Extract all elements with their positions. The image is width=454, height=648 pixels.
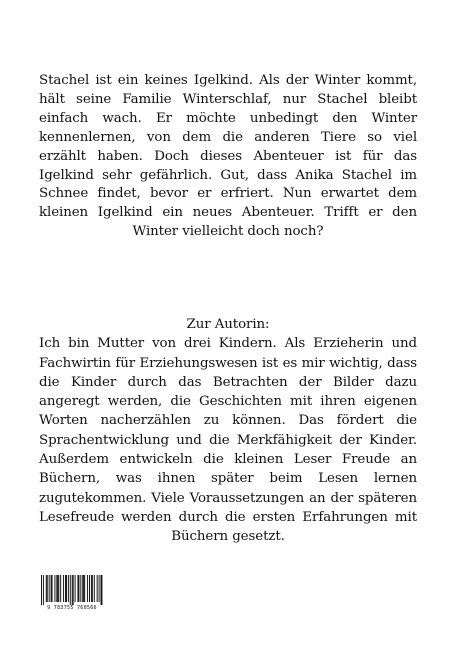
isbn-barcode: [40, 575, 104, 615]
author-heading: Zur Autorin:: [186, 317, 270, 332]
author-bio: Ich bin Mutter von drei Kindern. Als Erzieherin und Fachwirtin für Erziehungswesen ist es mir wichtig, dass die Kinder durch das Betrachten der Bilder dazu angeregt werden, die Geschichten mit ihren eigenen Worten nacherzählen zu können. Das fördert die Sprachentwicklung und die Merkfähigkeit der Kinder. Außerdem entwickeln die kleinen Leser Freude an Büchern, was ihnen später beim Lesen lernen zugutekommen. Viele Voraussetzungen an der späteren Lesefreude werden durch die ersten Erfahrungen mit Büchern gesetzt.: [39, 336, 417, 545]
barcode-digits: 9 783755 760566: [47, 605, 97, 611]
back-cover-blurb: Stachel ist ein keines Igelkind. Als der Winter kommt, hält seine Familie Winterschlaf, nur Stachel bleibt einfach wach. Er möchte unbedingt den Winter kennenlernen, von dem die anderen Tiere so viel erzählt haben. Doch dieses Abenteuer ist für das Igelkind sehr gefährlich. Gut, dass Anika Stachel im Schnee findet, bevor er erfriert. Nun erwartet dem kleinen Igelkind ein neues Abenteuer. Trifft er den Winter vielleicht doch noch?: [39, 73, 417, 240]
barcode-bars: [40, 575, 104, 606]
author-section: [39, 315, 417, 547]
